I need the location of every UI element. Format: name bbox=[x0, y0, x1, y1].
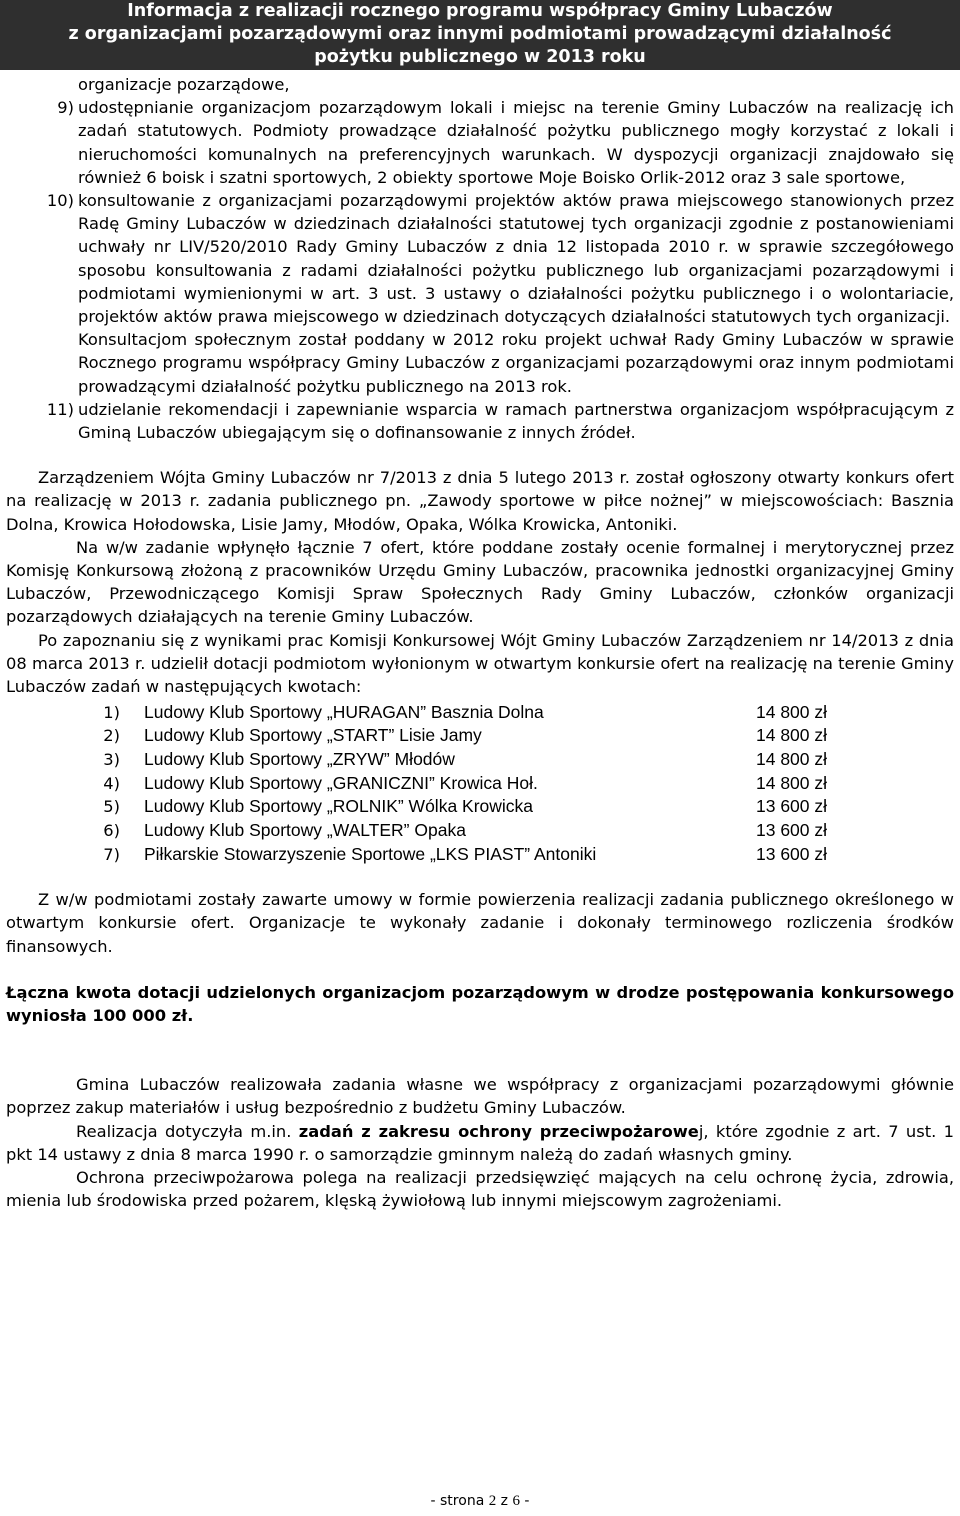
header-line-2: z organizacjami pozarządowymi oraz innymi podmiotami prowadzącymi działalność bbox=[68, 24, 892, 44]
footer-page-number: 2 bbox=[488, 1493, 497, 1509]
award-row bbox=[6, 748, 954, 772]
list-item-10-text: konsultowanie z organizacjami pozarządowymi projektów aktów prawa miejscowego stanowionych przez Radę Gminy Lubaczów w dziedzinach działalności statutowej tych organizacji zgodnie z postanowieniami uchwały nr LIV/520/2010 Rady Gminy Lubaczów z dnia 12 listopada 2010 r. w sprawie szczegółowego sposobu konsultowania z radami działalności pożytku publicznego lub organizacjami pozarządowymi i podmiotami wymienionymi w art. 3 ust. 3 ustawy o działalności pożytku publicznego i o wolontariacie, projektów aktów prawa miejscowego w dziedzinach dotyczących działalności statutowych tych organizacji. bbox=[78, 191, 954, 327]
list-item-9-text: udostępnianie organizacjom pozarządowym lokali i miejsc na terenie Gminy Lubaczów na realizację ich zadań statutowych. Podmioty prowadzące działalność pożytku publicznego mogły korzystać z lokali i nieruchomości komunalnych na preferencyjnych warunkach. W dyspozycji organizacji znajdowało się również 6 boisk i szatni sportowych, 2 obiekty sportowe Moje Boisko Orlik-2012 oraz 3 sale sportowe, bbox=[78, 98, 954, 187]
header-line-1: Informacja z realizacji rocznego programu współpracy Gminy Lubaczów bbox=[127, 1, 833, 21]
footer-suffix: - bbox=[519, 1493, 530, 1509]
page-footer bbox=[0, 1493, 960, 1510]
footer-prefix: - strona bbox=[430, 1493, 489, 1509]
fire-protection-lead: Realizacja dotyczyła m.in. bbox=[76, 1121, 299, 1141]
fire-protection-rest: j, które zgodnie z art. 7 ust. 1 pkt 14 ustawy z dnia 8 marca 1990 r. o samorządzie gminnym należą do zadań własnych gminy. bbox=[6, 1121, 954, 1164]
list-item-9 bbox=[6, 96, 954, 189]
award-amount: 13 600 zł bbox=[756, 843, 828, 864]
award-name: Ludowy Klub Sportowy „HURAGAN” Basznia Dolna bbox=[144, 701, 544, 722]
list-item-11-text: udzielanie rekomendacji i zapewnianie wsparcia w ramach partnerstwa organizacjom współpracującym z Gminą Lubaczów ubiegającym się o dofinansowanie z innych źródeł. bbox=[78, 399, 954, 443]
list-item-9-number: 9) bbox=[57, 98, 74, 118]
list-continuation: organizacje pozarządowe, bbox=[78, 75, 290, 94]
award-number: 5) bbox=[103, 797, 120, 817]
award-amount: 14 800 zł bbox=[756, 701, 828, 722]
list-item-10-paragraph-2: Konsultacjom społecznym został poddany w 2012 roku projekt uchwał Rady Gminy Lubaczów w sprawie Rocznego programu współpracy Gminy Lubaczów z organizacjami pozarządowymi oraz innym podmiotami prowadzącymi działalność pożytku publicznego na 2013 rok. bbox=[78, 330, 954, 396]
footer-total-pages: 6 bbox=[512, 1493, 520, 1509]
paragraph-fire-protection bbox=[6, 1120, 954, 1166]
list-item-11-number: 11) bbox=[46, 399, 74, 419]
paragraph-announcement: Zarządzeniem Wójta Gminy Lubaczów nr 7/2013 z dnia 5 lutego 2013 r. został ogłoszony otwarty konkurs ofert na realizację w 2013 r. zadania publicznego pn. „Zawody sportowe w piłce nożnej” w miejscowościach: Basznia Dolna, Krowica Hołodowska, Lisie Jamy, Młodów, Opaka, Wólka Krowicka, Antoniki. bbox=[6, 468, 954, 534]
paragraph-fire-definition: Ochrona przeciwpożarowa polega na realizacji przedsięwzięć mających na celu ochronę życia, zdrowia, mienia lub środowiska przed pożarem, klęską żywiołową lub innymi miejscowym zagrożeniami. bbox=[6, 1167, 954, 1211]
page-content bbox=[6, 73, 954, 1212]
award-name: Ludowy Klub Sportowy „WALTER” Opaka bbox=[144, 819, 466, 840]
paragraph-contracts: Z w/w podmiotami zostały zawarte umowy w formie powierzenia realizacji zadania publicznego określonego w otwartym konkursie ofert. Organizacje te wykonały zadanie i dokonały terminowego rozliczenia środków finansowych. bbox=[6, 890, 954, 956]
paragraph-decision: Po zapoznaniu się z wynikami prac Komisji Konkursowej Wójt Gminy Lubaczów Zarządzeniem nr 14/2013 z dnia 08 marca 2013 r. udzielił dotacji podmiotom wyłonionym w otwartym konkursie ofert na realizację na terenie Gminy Lubaczów zadań w następujących kwotach: bbox=[6, 630, 954, 697]
award-amount: 13 600 zł bbox=[756, 819, 828, 840]
paragraph-total-amount: Łączna kwota dotacji udzielonych organizacjom pozarządowym w drodze postępowania konkursowego wyniosła 100 000 zł. bbox=[6, 982, 954, 1025]
footer-separator: z bbox=[496, 1493, 513, 1509]
award-name: Ludowy Klub Sportowy „GRANICZNI” Krowica Hoł. bbox=[144, 772, 538, 793]
paragraph-own-tasks: Gmina Lubaczów realizowała zadania własne we współpracy z organizacjami pozarządowymi głównie poprzez zakup materiałów i usług bezpośrednio z budżetu Gminy Lubaczów. bbox=[6, 1075, 954, 1118]
award-number: 2) bbox=[103, 726, 120, 746]
award-number: 4) bbox=[103, 773, 120, 793]
award-row bbox=[6, 724, 954, 748]
award-row bbox=[6, 842, 954, 866]
award-number: 1) bbox=[103, 702, 120, 722]
award-row bbox=[6, 819, 954, 843]
list-item-10-number: 10) bbox=[46, 191, 74, 211]
award-number: 7) bbox=[103, 844, 120, 864]
list-item-11 bbox=[6, 398, 954, 444]
award-number: 3) bbox=[103, 749, 120, 769]
award-amount: 14 800 zł bbox=[756, 772, 828, 793]
award-row bbox=[6, 771, 954, 795]
award-amount: 13 600 zł bbox=[756, 796, 828, 817]
fire-protection-bold: zadań z zakresu ochrony przeciwpożarowe bbox=[298, 1121, 699, 1141]
award-name: Piłkarskie Stowarzyszenie Sportowe „LKS PIAST” Antoniki bbox=[144, 843, 597, 864]
award-amount: 14 800 zł bbox=[756, 725, 828, 746]
award-name: Ludowy Klub Sportowy „ZRYW” Młodów bbox=[144, 748, 455, 769]
award-name: Ludowy Klub Sportowy „ROLNIK” Wólka Krowicka bbox=[144, 796, 534, 817]
award-row bbox=[6, 700, 954, 724]
award-number: 6) bbox=[103, 820, 120, 840]
header-line-3: pożytku publicznego w 2013 roku bbox=[314, 47, 646, 67]
paragraph-offers: Na w/w zadanie wpłynęło łącznie 7 ofert, które poddane zostały ocenie formalnej i merytorycznej przez Komisję Konkursową złożoną z pracowników Urzędu Gminy Lubaczów, pracownika jednostki organizacyjnej Gminy Lubaczów, Przewodniczącego Komisji Spraw Społecznych Rady Gminy Lubaczów, członków organizacji pozarządowych działających na terenie Gminy Lubaczów. bbox=[6, 537, 954, 627]
awards-list bbox=[6, 700, 954, 866]
award-row bbox=[6, 795, 954, 819]
page-header bbox=[0, 0, 960, 70]
award-name: Ludowy Klub Sportowy „START” Lisie Jamy bbox=[144, 725, 482, 746]
list-item-10 bbox=[6, 189, 954, 398]
list-item-10-body bbox=[78, 189, 954, 398]
award-amount: 14 800 zł bbox=[756, 748, 828, 769]
